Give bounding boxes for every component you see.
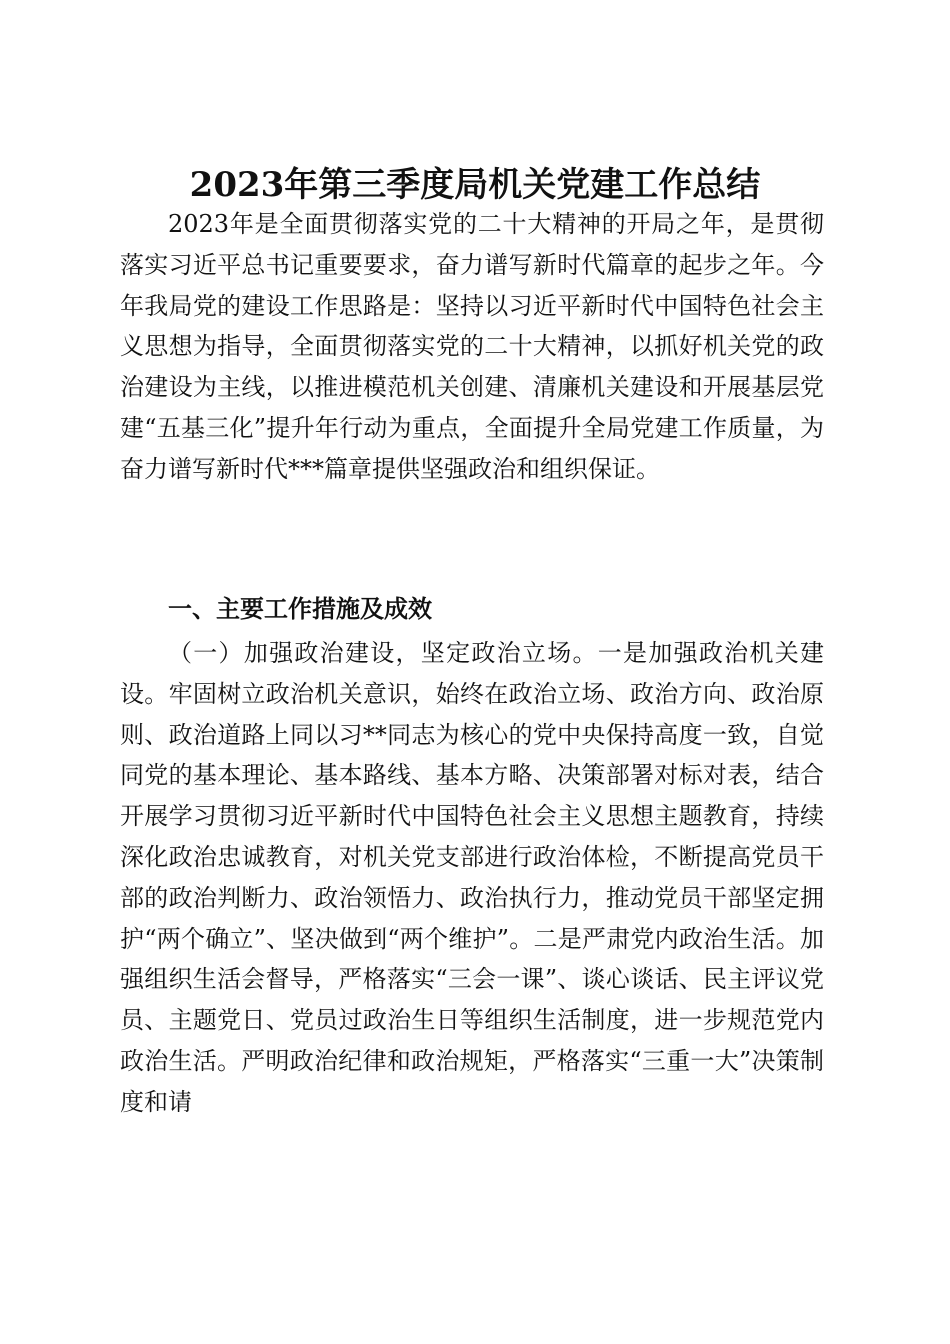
section-1-1-paragraph bbox=[120, 633, 824, 1123]
subsection-body: 一是加强政治机关建设。牢固树立政治机关意识，始终在政治立场、政治方向、政治原则、政治道路上同以习**同志为核心的党中央保持高度一致，自觉同党的基本理论、基本路线、基本方略、决策部署对标对表，结合开展学习贯彻习近平新时代中国特色社会主义思想主题教育，持续深化政治忠诚教育，对机关党支部进行政治体检，不断提高党员干部的政治判断力、政治领悟力、政治执行力，推动党员干部坚定拥护“两个确立”、坚决做到“两个维护”。二是严肃党内政治生活。加强组织生活会督导，严格落实“三会一课”、谈心谈话、民主评议党员、主题党日、党员过政治生日等组织生活制度，进一步规范党内政治生活。严明政治纪律和政治规矩，严格落实“三重一大”决策制度和请 bbox=[120, 639, 825, 1116]
subsection-lead: （一）加强政治建设，坚定政治立场。 bbox=[168, 639, 598, 667]
document-title: 2023年第三季度局机关党建工作总结 bbox=[189, 164, 761, 205]
intro-paragraph: 2023年是全面贯彻落实党的二十大精神的开局之年，是贯彻落实习近平总书记重要要求，奋力谱写新时代篇章的起步之年。今年我局党的建设工作思路是：坚持以习近平新时代中国特色社会主义思想为指导，全面贯彻落实党的二十大精神，以抓好机关党的政治建设为主线，以推进模范机关创建、清廉机关建设和开展基层党建“五基三化”提升年行动为重点，全面提升全局党建工作质量，为奋力谱写新时代***篇章提供坚强政治和组织保证。 bbox=[120, 210, 824, 483]
section-heading: 一、主要工作措施及成效 bbox=[168, 595, 432, 623]
